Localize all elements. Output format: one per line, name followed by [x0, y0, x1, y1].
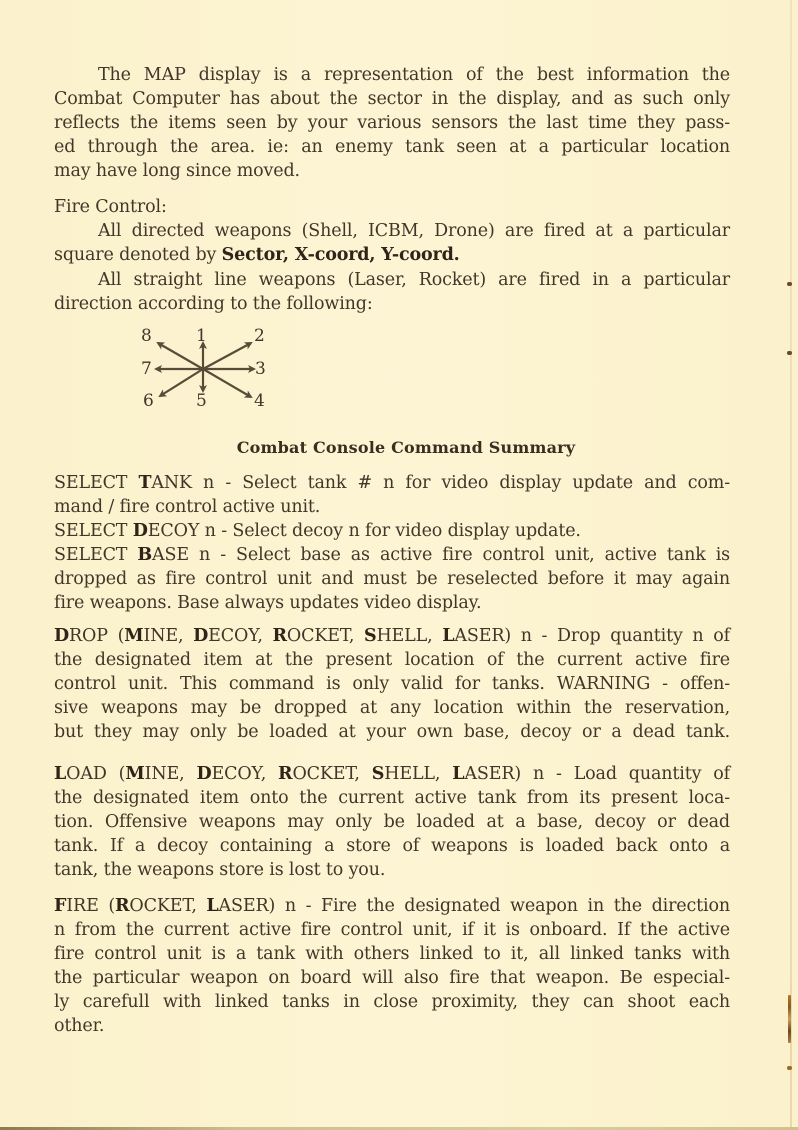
- text-span: ELECT: [65, 545, 138, 565]
- straight-line-weapons-paragraph: [54, 268, 730, 316]
- text-span: ECOY,: [208, 626, 273, 646]
- keyword-letter: L: [206, 896, 219, 916]
- keyword-letter: L: [452, 764, 465, 784]
- paragraph-line: fire control unit is a tank with others linked to it, all linked tanks with: [54, 944, 730, 964]
- text-span: OCKET,: [292, 764, 372, 784]
- keyword-letter: D: [196, 764, 212, 784]
- paragraph-line: The MAP display is a representation of the best information the: [98, 65, 730, 85]
- text-span: HELL,: [384, 764, 453, 784]
- text-span: ANK n - Select tank # n for video display update and com-: [151, 473, 730, 493]
- rust-stain: [788, 995, 791, 1043]
- select-decoy-command: [54, 519, 730, 543]
- fire-control-heading: [54, 195, 730, 219]
- paragraph-line: other.: [54, 1016, 105, 1036]
- text-span: INE,: [144, 764, 197, 784]
- fire-command-syntax: [54, 894, 730, 918]
- keyword-letter: D: [54, 626, 70, 646]
- select-base-command: [54, 543, 730, 567]
- paragraph-line: Combat Computer has about the sector in the display, and as such only: [54, 89, 730, 109]
- direction-compass-diagram: [138, 325, 272, 411]
- command-summary-title: Combat Console Command Summary: [236, 438, 576, 457]
- keyword-letter: D: [132, 521, 148, 541]
- keyword-letter: L: [442, 626, 455, 646]
- direction-label-1: 1: [196, 326, 207, 346]
- map-display-paragraph: [54, 63, 730, 183]
- direction-label-3: 3: [255, 359, 266, 379]
- paragraph-line: mand / fire control active unit.: [54, 497, 321, 517]
- paragraph-line: the designated item at the present location of the current active fire: [54, 650, 730, 670]
- paragraph-line: [54, 243, 730, 267]
- paragraph-line: ly carefull with linked tanks in close proximity, they can shoot each: [54, 992, 730, 1012]
- paragraph-line: the particular weapon on board will also fire that weapon. Be especial-: [54, 968, 730, 988]
- text-span: ECOY n - Select decoy n for video display update.: [147, 521, 581, 541]
- paragraph-line: reflects the items seen by your various sensors the last time they pass-: [54, 113, 730, 133]
- keyword-letter: S: [363, 626, 377, 646]
- drop-command-section: [54, 624, 730, 744]
- direction-label-8: 8: [141, 326, 152, 346]
- text-span: OAD (: [66, 764, 126, 784]
- coordinate-format: Sector, X-coord, Y-coord.: [221, 245, 460, 265]
- arrow-2: [203, 343, 251, 369]
- text-span: ROP (: [69, 626, 125, 646]
- paragraph-line: the designated item onto the current active tank from its present loca-: [54, 788, 730, 808]
- paragraph-line: control unit. This command is only valid for tanks. WARNING - offen-: [54, 674, 730, 694]
- text-span: ECOY,: [211, 764, 279, 784]
- keyword-letter: M: [124, 626, 144, 646]
- load-command-section: [54, 762, 730, 882]
- heading-text: Fire Control:: [54, 197, 167, 217]
- paragraph-line: but they may only be loaded at your own base, decoy or a dead tank.: [54, 722, 730, 742]
- text-span: ELECT: [65, 521, 133, 541]
- text-span: ASER) n - Drop quantity n of: [454, 626, 730, 646]
- paragraph-line: may have long since moved.: [54, 161, 300, 181]
- staple-mark: [787, 282, 792, 286]
- direction-label-5: 5: [196, 391, 207, 411]
- keyword-letter: T: [138, 473, 152, 493]
- keyword-letter: S: [54, 473, 66, 493]
- arrow-4: [203, 369, 251, 397]
- keyword-letter: S: [54, 545, 66, 565]
- direction-label-6: 6: [143, 391, 154, 411]
- text-span: IRE (: [66, 896, 115, 916]
- paragraph-line: tank, the weapons store is lost to you.: [54, 860, 386, 880]
- keyword-letter: S: [54, 521, 66, 541]
- paragraph-line: n from the current active fire control unit, if it is onboard. If the active: [54, 920, 730, 940]
- text-span: ASE n - Select base as active fire control unit, active tank is: [152, 545, 730, 565]
- keyword-letter: F: [54, 896, 67, 916]
- text-span: ELECT: [65, 473, 139, 493]
- text-span: INE,: [143, 626, 194, 646]
- direction-label-7: 7: [141, 359, 152, 379]
- keyword-letter: R: [278, 764, 293, 784]
- load-command-syntax: [54, 762, 730, 786]
- paragraph-line: All directed weapons (Shell, ICBM, Drone) are fired at a particular: [98, 221, 730, 241]
- paragraph-line: direction according to the following:: [54, 294, 373, 314]
- staple-mark: [787, 1066, 792, 1070]
- select-commands-section: [54, 471, 730, 615]
- paragraph-line: dropped as fire control unit and must be reselected before it may again: [54, 569, 730, 589]
- text-span: OCKET,: [129, 896, 207, 916]
- text-span: ASER) n - Load quantity of: [464, 764, 730, 784]
- paragraph-line: ed through the area. ie: an enemy tank seen at a particular location: [54, 137, 730, 157]
- paragraph-line: fire weapons. Base always updates video display.: [54, 593, 482, 613]
- direction-label-2: 2: [254, 326, 265, 346]
- page-spine: [790, 0, 792, 1130]
- keyword-letter: D: [193, 626, 209, 646]
- paragraph-line: sive weapons may be dropped at any location within the reservation,: [54, 698, 730, 718]
- text-span: HELL,: [376, 626, 443, 646]
- keyword-letter: B: [137, 545, 153, 565]
- keyword-letter: R: [272, 626, 287, 646]
- paragraph-line: tank. If a decoy containing a store of weapons is loaded back onto a: [54, 836, 730, 856]
- text-span: OCKET,: [286, 626, 364, 646]
- fire-command-section: [54, 894, 730, 1038]
- paragraph-line: All straight line weapons (Laser, Rocket) are fired in a particular: [98, 270, 730, 290]
- text-span: ASER) n - Fire the designated weapon in the direction: [218, 896, 730, 916]
- drop-command-syntax: [54, 624, 730, 648]
- staple-mark: [787, 351, 792, 355]
- text-span: square denoted by: [54, 245, 222, 265]
- keyword-letter: S: [371, 764, 385, 784]
- keyword-letter: M: [125, 764, 145, 784]
- direction-label-4: 4: [254, 391, 265, 411]
- select-tank-command: [54, 471, 730, 495]
- paragraph-line: tion. Offensive weapons may only be loaded at a base, decoy or dead: [54, 812, 730, 832]
- arrow-8: [158, 343, 203, 369]
- directed-weapons-paragraph: [54, 219, 730, 267]
- keyword-letter: R: [115, 896, 130, 916]
- keyword-letter: L: [54, 764, 67, 784]
